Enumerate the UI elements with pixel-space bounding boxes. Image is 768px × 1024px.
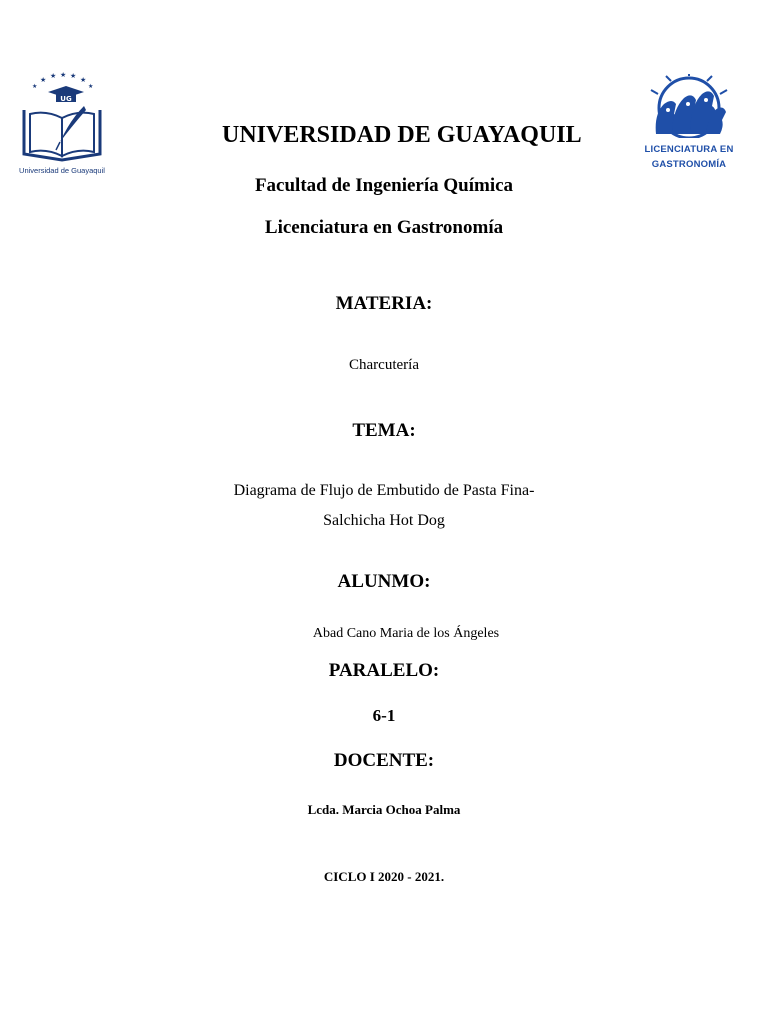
chef-heads-icon xyxy=(632,74,746,138)
tema-label: TEMA: xyxy=(352,420,416,441)
university-emblem-icon xyxy=(10,70,114,166)
ciclo-label: CICLO I 2020 - 2021. xyxy=(323,869,445,884)
svg-text:★: ★ xyxy=(32,83,38,90)
program-title: Licenciatura en Gastronomía xyxy=(264,217,504,238)
university-logo-caption: Universidad de Guayaquil xyxy=(19,166,105,175)
gastronomy-logo-line2: GASTRONOMÍA xyxy=(651,159,727,170)
svg-text:★: ★ xyxy=(70,72,77,80)
materia-label: MATERIA: xyxy=(335,293,433,314)
docente-label: DOCENTE: xyxy=(333,750,435,771)
gastronomy-logo xyxy=(632,74,746,178)
svg-text:★: ★ xyxy=(50,72,57,80)
ug-monogram: UG xyxy=(60,95,72,103)
svg-text:★: ★ xyxy=(88,83,94,90)
faculty-title: Facultad de Ingeniería Química xyxy=(254,175,514,196)
university-title: UNIVERSIDAD DE GUAYAQUIL xyxy=(222,122,582,148)
svg-text:★: ★ xyxy=(80,76,87,84)
svg-text:★: ★ xyxy=(60,71,67,79)
paralelo-value: 6-1 xyxy=(372,706,396,725)
alumno-value: Abad Cano Maria de los Ángeles xyxy=(312,626,500,641)
gastronomy-logo-line1: LICENCIATURA EN xyxy=(644,144,734,155)
svg-text:★: ★ xyxy=(40,76,47,84)
tema-line-2: Salchicha Hot Dog xyxy=(323,512,445,529)
materia-value: Charcutería xyxy=(349,357,419,373)
alumno-label: ALUNMO: xyxy=(337,571,431,592)
university-logo xyxy=(10,70,114,180)
tema-line-1: Diagrama de Flujo de Embutido de Pasta Fina- xyxy=(233,482,535,499)
docente-value: Lcda. Marcia Ochoa Palma xyxy=(307,802,461,817)
paralelo-label: PARALELO: xyxy=(328,660,440,681)
